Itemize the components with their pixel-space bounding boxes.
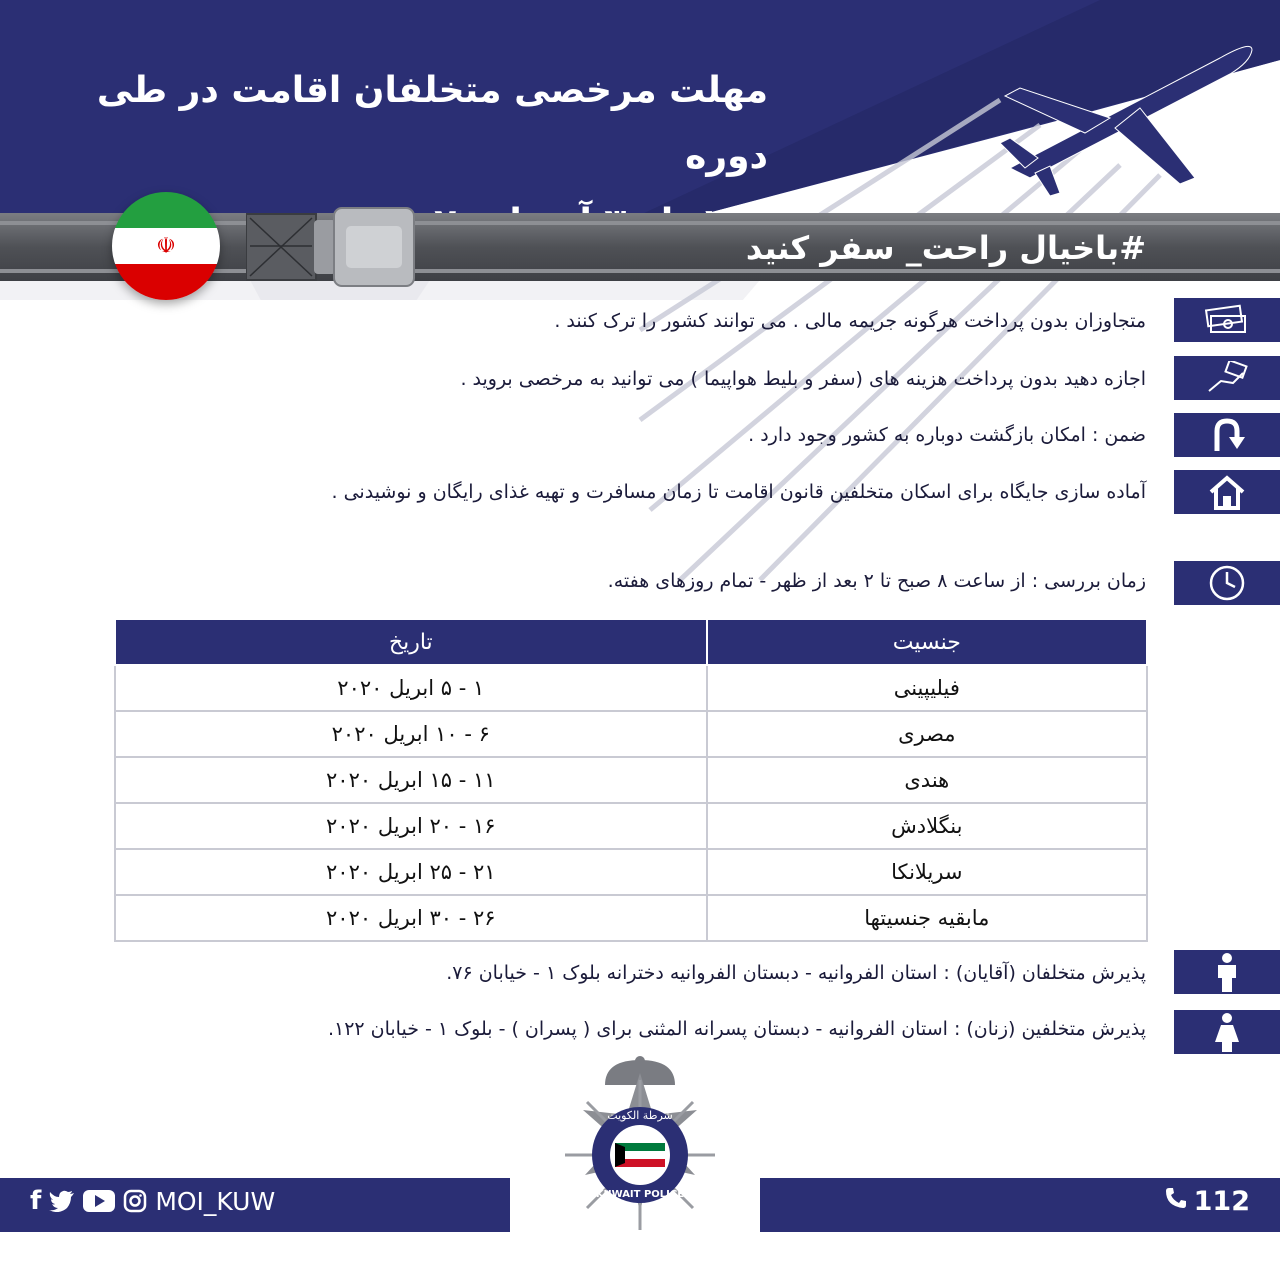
table-header-row — [115, 619, 1147, 665]
return-arrow-icon — [1174, 413, 1280, 457]
nationality-cell: فیلیپینی — [707, 665, 1147, 711]
badge-arabic-text: شرطة الكويت — [607, 1109, 673, 1122]
header-date: تاریخ — [115, 619, 707, 665]
hotline-number: 112 — [1193, 1186, 1250, 1217]
review-time: زمان بررسی : از ساعت ۸ صبح تا ۲ بعد از ظهر - تمام روزهای هفته. — [607, 570, 1146, 592]
woman-icon — [1174, 1010, 1280, 1054]
table-row — [115, 803, 1147, 849]
money-icon — [1174, 298, 1280, 342]
facebook-icon[interactable]: f — [30, 1186, 42, 1216]
info-line-2: اجازه دهید بدون پرداخت هزینه های (سفر و بلیط هواپیما ) می توانید به مرخصی بروید . — [460, 368, 1146, 390]
instagram-icon[interactable] — [123, 1189, 147, 1213]
hashtag-banner: #باخیال راحت_ سفر کنید — [745, 229, 1146, 267]
date-cell: ۶ - ۱۰ ابریل ۲۰۲۰ — [115, 711, 707, 757]
badge-english-text: KUWAIT POLICE — [595, 1189, 685, 1200]
twitter-icon[interactable] — [49, 1190, 75, 1212]
nationality-cell: مابقیه جنسیتها — [707, 895, 1147, 941]
youtube-icon[interactable] — [83, 1190, 115, 1212]
info-line-4: آماده سازی جایگاه برای اسکان متخلفین قانون اقامت تا زمان مسافرت و تهیه غذای رایگان و نوشیدنی . — [331, 481, 1146, 503]
social-links — [30, 1186, 275, 1216]
info-line-1: متجاوزان بدون پرداخت هرگونه جریمه مالی . می توانند کشور را ترک کنند . — [554, 310, 1146, 332]
phone-icon — [1164, 1186, 1188, 1217]
date-cell: ۱ - ۵ ابریل ۲۰۲۰ — [115, 665, 707, 711]
date-cell: ۱۱ - ۱۵ ابریل ۲۰۲۰ — [115, 757, 707, 803]
date-cell: ۲۶ - ۳۰ ابریل ۲۰۲۰ — [115, 895, 707, 941]
info-line-3: ضمن : امکان بازگشت دوباره به کشور وجود دارد . — [748, 424, 1146, 446]
nationality-cell: سریلانکا — [707, 849, 1147, 895]
buckle-icon — [246, 206, 426, 288]
table-row — [115, 711, 1147, 757]
kuwait-police-badge — [545, 1055, 735, 1255]
social-handle[interactable]: MOI_KUW — [155, 1186, 276, 1216]
table-row — [115, 849, 1147, 895]
table-row — [115, 757, 1147, 803]
nationality-cell: هندی — [707, 757, 1147, 803]
schedule-table — [114, 618, 1148, 942]
reception-men: پذیرش متخلفان (آقایان) : استان الفروانیه - دبستان الفروانیه دخترانه بلوک ۱ - خیابان ۷۶. — [446, 962, 1146, 984]
nationality-cell: بنگلادش — [707, 803, 1147, 849]
date-cell: ۲۱ - ۲۵ ابریل ۲۰۲۰ — [115, 849, 707, 895]
nationality-cell: مصری — [707, 711, 1147, 757]
table-row — [115, 895, 1147, 941]
man-icon — [1174, 950, 1280, 994]
flag-emblem: ☫ — [156, 233, 176, 259]
airplane-icon — [990, 28, 1260, 198]
hotline[interactable] — [1164, 1186, 1250, 1217]
table-row — [115, 665, 1147, 711]
header-nationality: جنسیت — [707, 619, 1147, 665]
clock-icon — [1174, 561, 1280, 605]
date-cell: ۱۶ - ۲۰ ابریل ۲۰۲۰ — [115, 803, 707, 849]
reception-women: پذیرش متخلفین (زنان) : استان الفروانیه - دبستان پسرانه المثنی برای ( پسران ) - بلوک ۱ - خیابان ۱۲۲. — [327, 1018, 1146, 1040]
home-icon — [1174, 470, 1280, 514]
iran-flag — [112, 192, 220, 300]
title-line-1: مهلت مرخصی متخلفان اقامت در طی دوره — [96, 70, 768, 177]
ticket-hand-icon — [1174, 356, 1280, 400]
